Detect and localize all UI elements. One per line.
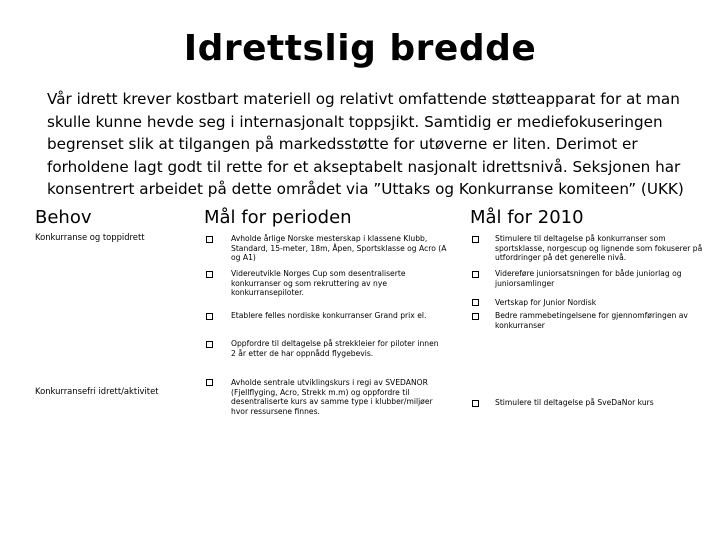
goal-2010-item: Vertskap for Junior Nordisk	[495, 298, 597, 307]
checkbox-bullet-icon	[472, 236, 479, 243]
checkbox-bullet-icon	[472, 271, 479, 278]
period-goal-item: Avholde sentrale utviklingskurs i regi av SVEDANOR (Fjellflyging, Acro, Strekk m.m) og oppfordre til desentraliserte kurs av samme type i klubber/miljøer hvor ressursene finnes.	[231, 378, 433, 416]
checkbox-bullet-icon	[206, 341, 213, 348]
checkbox-bullet-icon	[472, 299, 479, 306]
checkbox-bullet-icon	[206, 313, 213, 320]
period-goal-item: Avholde årlige Norske mesterskap i klassene Klubb, Standard, 15-meter, 18m, Åpen, Sportsklasse og Acro (A og A1)	[231, 234, 447, 263]
goal-2010-item: Stimulere til deltagelse på konkurranser som sportsklasse, norgescup og lignende som fokuserer på utfordringer på det generelle nivå.	[495, 234, 703, 263]
column-header-period-goals: Mål for perioden	[204, 207, 352, 228]
goal-2010-item: Videreføre juniorsatsningen for både juniorlag og juniorsamlinger	[495, 269, 682, 288]
goal-2010-item: Bedre rammebetingelsene for gjennomføringen av konkurranser	[495, 311, 688, 330]
checkbox-bullet-icon	[472, 400, 479, 407]
checkbox-bullet-icon	[472, 313, 479, 320]
period-goal-item: Oppfordre til deltagelse på strekkleier for piloter innen 2 år etter de har oppnådd flygebevis.	[231, 339, 439, 358]
column-header-need: Behov	[35, 207, 92, 228]
checkbox-bullet-icon	[206, 379, 213, 386]
checkbox-bullet-icon	[206, 271, 213, 278]
goal-2010-item: Stimulere til deltagelse på SveDaNor kurs	[495, 398, 654, 407]
intro-paragraph: Vår idrett krever kostbart materiell og relativt omfattende støtteapparat for at man skulle kunne hevde seg i internasjonalt toppsjikt. Samtidig er mediefokuseringen begrenset slik at tilgangen på markedsstøtte for utøverne er liten. Derimot er forholdene lagt godt til rette for et akseptabelt nasjonalt idrettsnivå. Seksjonen har konsentrert arbeidet på dette området via ”Uttaks og Konkurranse komiteen” (UKK)	[47, 90, 684, 198]
period-goal-item: Videreutvikle Norges Cup som desentraliserte konkurranser og som rekruttering av nye konkurransepiloter.	[231, 269, 406, 298]
row-label-competition: Konkurranse og toppidrett	[35, 232, 145, 242]
slide-title: Idrettslig bredde	[183, 28, 537, 69]
period-goal-item: Etablere felles nordiske konkurranser Grand prix el.	[231, 311, 427, 320]
checkbox-bullet-icon	[206, 236, 213, 243]
column-header-goals-2010: Mål for 2010	[470, 207, 584, 228]
row-label-non-competitive: Konkurransefri idrett/aktivitet	[35, 386, 159, 396]
